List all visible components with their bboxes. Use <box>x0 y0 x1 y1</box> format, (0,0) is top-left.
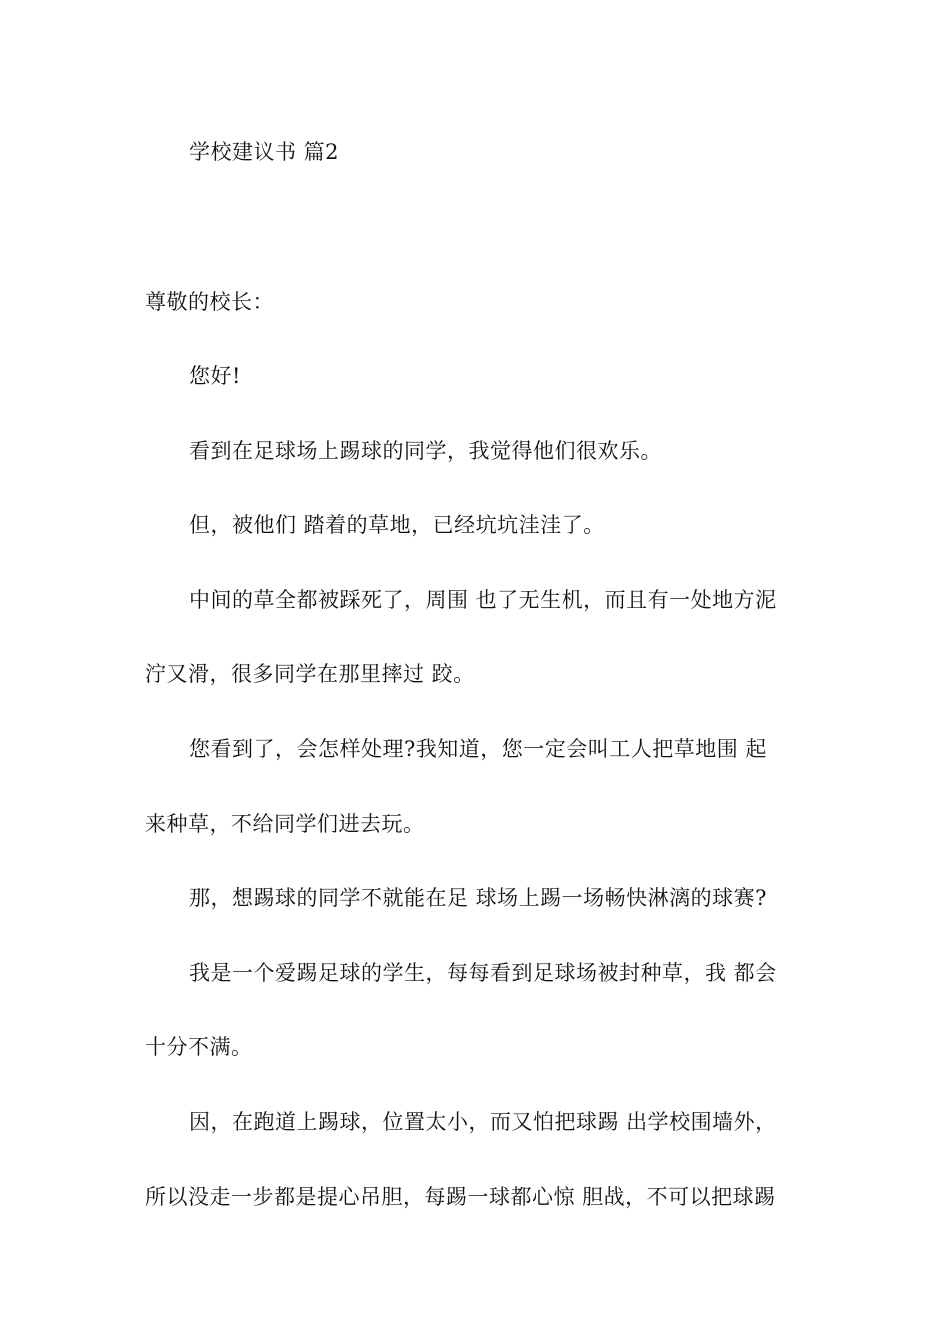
paragraph-line: 但，被他们 踏着的草地，已经坑坑洼洼了。 <box>189 513 605 537</box>
paragraph-line: 十分不满。 <box>145 1035 253 1059</box>
greeting: 您好! <box>189 364 241 388</box>
paragraph-line: 那，想踢球的同学不就能在足 球场上踢一场畅快淋漓的球赛? <box>189 886 767 910</box>
paragraph-line: 您看到了，会怎样处理?我知道，您一定会叫工人把草地围 起 <box>189 737 767 761</box>
paragraph-line: 泞又滑，很多同学在那里摔过 跤。 <box>145 662 475 686</box>
paragraph-line: 来种草，不给同学们进去玩。 <box>145 812 425 836</box>
paragraph-line: 因，在跑道上踢球，位置太小，而又怕把球踢 出学校围墙外， <box>189 1110 777 1134</box>
paragraph-line: 我是一个爱踢足球的学生，每每看到足球场被封种草，我 都会 <box>189 961 777 985</box>
paragraph-line: 看到在足球场上踢球的同学，我觉得他们很欢乐。 <box>189 439 662 463</box>
salutation: 尊敬的校长： <box>145 290 274 314</box>
document-title: 学校建议书 篇2 <box>189 140 340 164</box>
paragraph-line: 所以没走一步都是提心吊胆，每踢一球都心惊 胆战，不可以把球踢 <box>145 1185 776 1209</box>
paragraph-line: 中间的草全都被踩死了，周围 也了无生机，而且有一处地方泥 <box>189 588 777 612</box>
